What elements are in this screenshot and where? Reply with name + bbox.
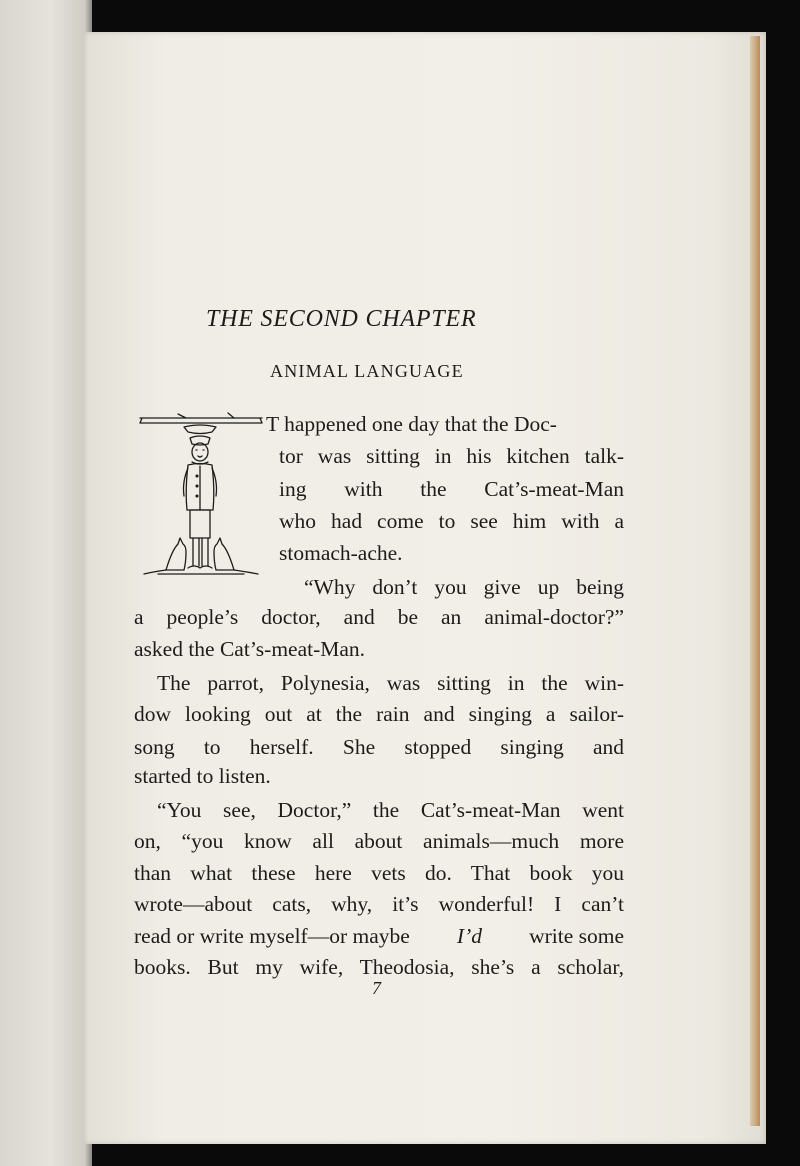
text-line: wrote—about cats, why, it’s wonderful! I can’t — [134, 892, 624, 916]
text-line: than what these here vets do. That book you — [134, 861, 624, 885]
text-line: T happened one day that the Doc- — [266, 412, 557, 436]
dropcap-illustration — [138, 410, 264, 580]
page-fore-edge — [750, 36, 760, 1126]
text-line: tor was sitting in his kitchen talk- — [279, 444, 624, 468]
text-line: on, “you know all about animals—much more — [134, 829, 624, 853]
text-line: started to listen. — [134, 764, 271, 788]
italic-word: I’d — [456, 924, 482, 948]
chapter-title: THE SECOND CHAPTER — [206, 306, 477, 332]
text-line: stomach-ache. — [279, 541, 403, 565]
text-line: dow looking out at the rain and singing a sailor- — [134, 702, 624, 726]
page-number: 7 — [372, 978, 381, 998]
text-line: a people’s doctor, and be an animal-doctor?” — [134, 605, 624, 629]
text-line: books. But my wife, Theodosia, she’s a scholar, — [134, 955, 624, 979]
chapter-subtitle: ANIMAL LANGUAGE — [270, 361, 464, 381]
left-page-edge — [0, 0, 92, 1166]
text-segment: read or write myself—or maybe — [134, 924, 410, 948]
text-segment: write some — [529, 924, 624, 948]
text-line: The parrot, Polynesia, was sitting in the win- — [157, 671, 624, 695]
text-line: song to herself. She stopped singing and — [134, 735, 624, 759]
text-line: ing with the Cat’s-meat-Man — [279, 477, 624, 501]
text-line: who had come to see him with a — [279, 509, 624, 533]
text-line: asked the Cat’s-meat-Man. — [134, 637, 366, 661]
text-line: “You see, Doctor,” the Cat’s-meat-Man went — [157, 798, 624, 822]
text-line: “Why don’t you give up being — [304, 575, 624, 599]
text-line — [134, 920, 624, 952]
